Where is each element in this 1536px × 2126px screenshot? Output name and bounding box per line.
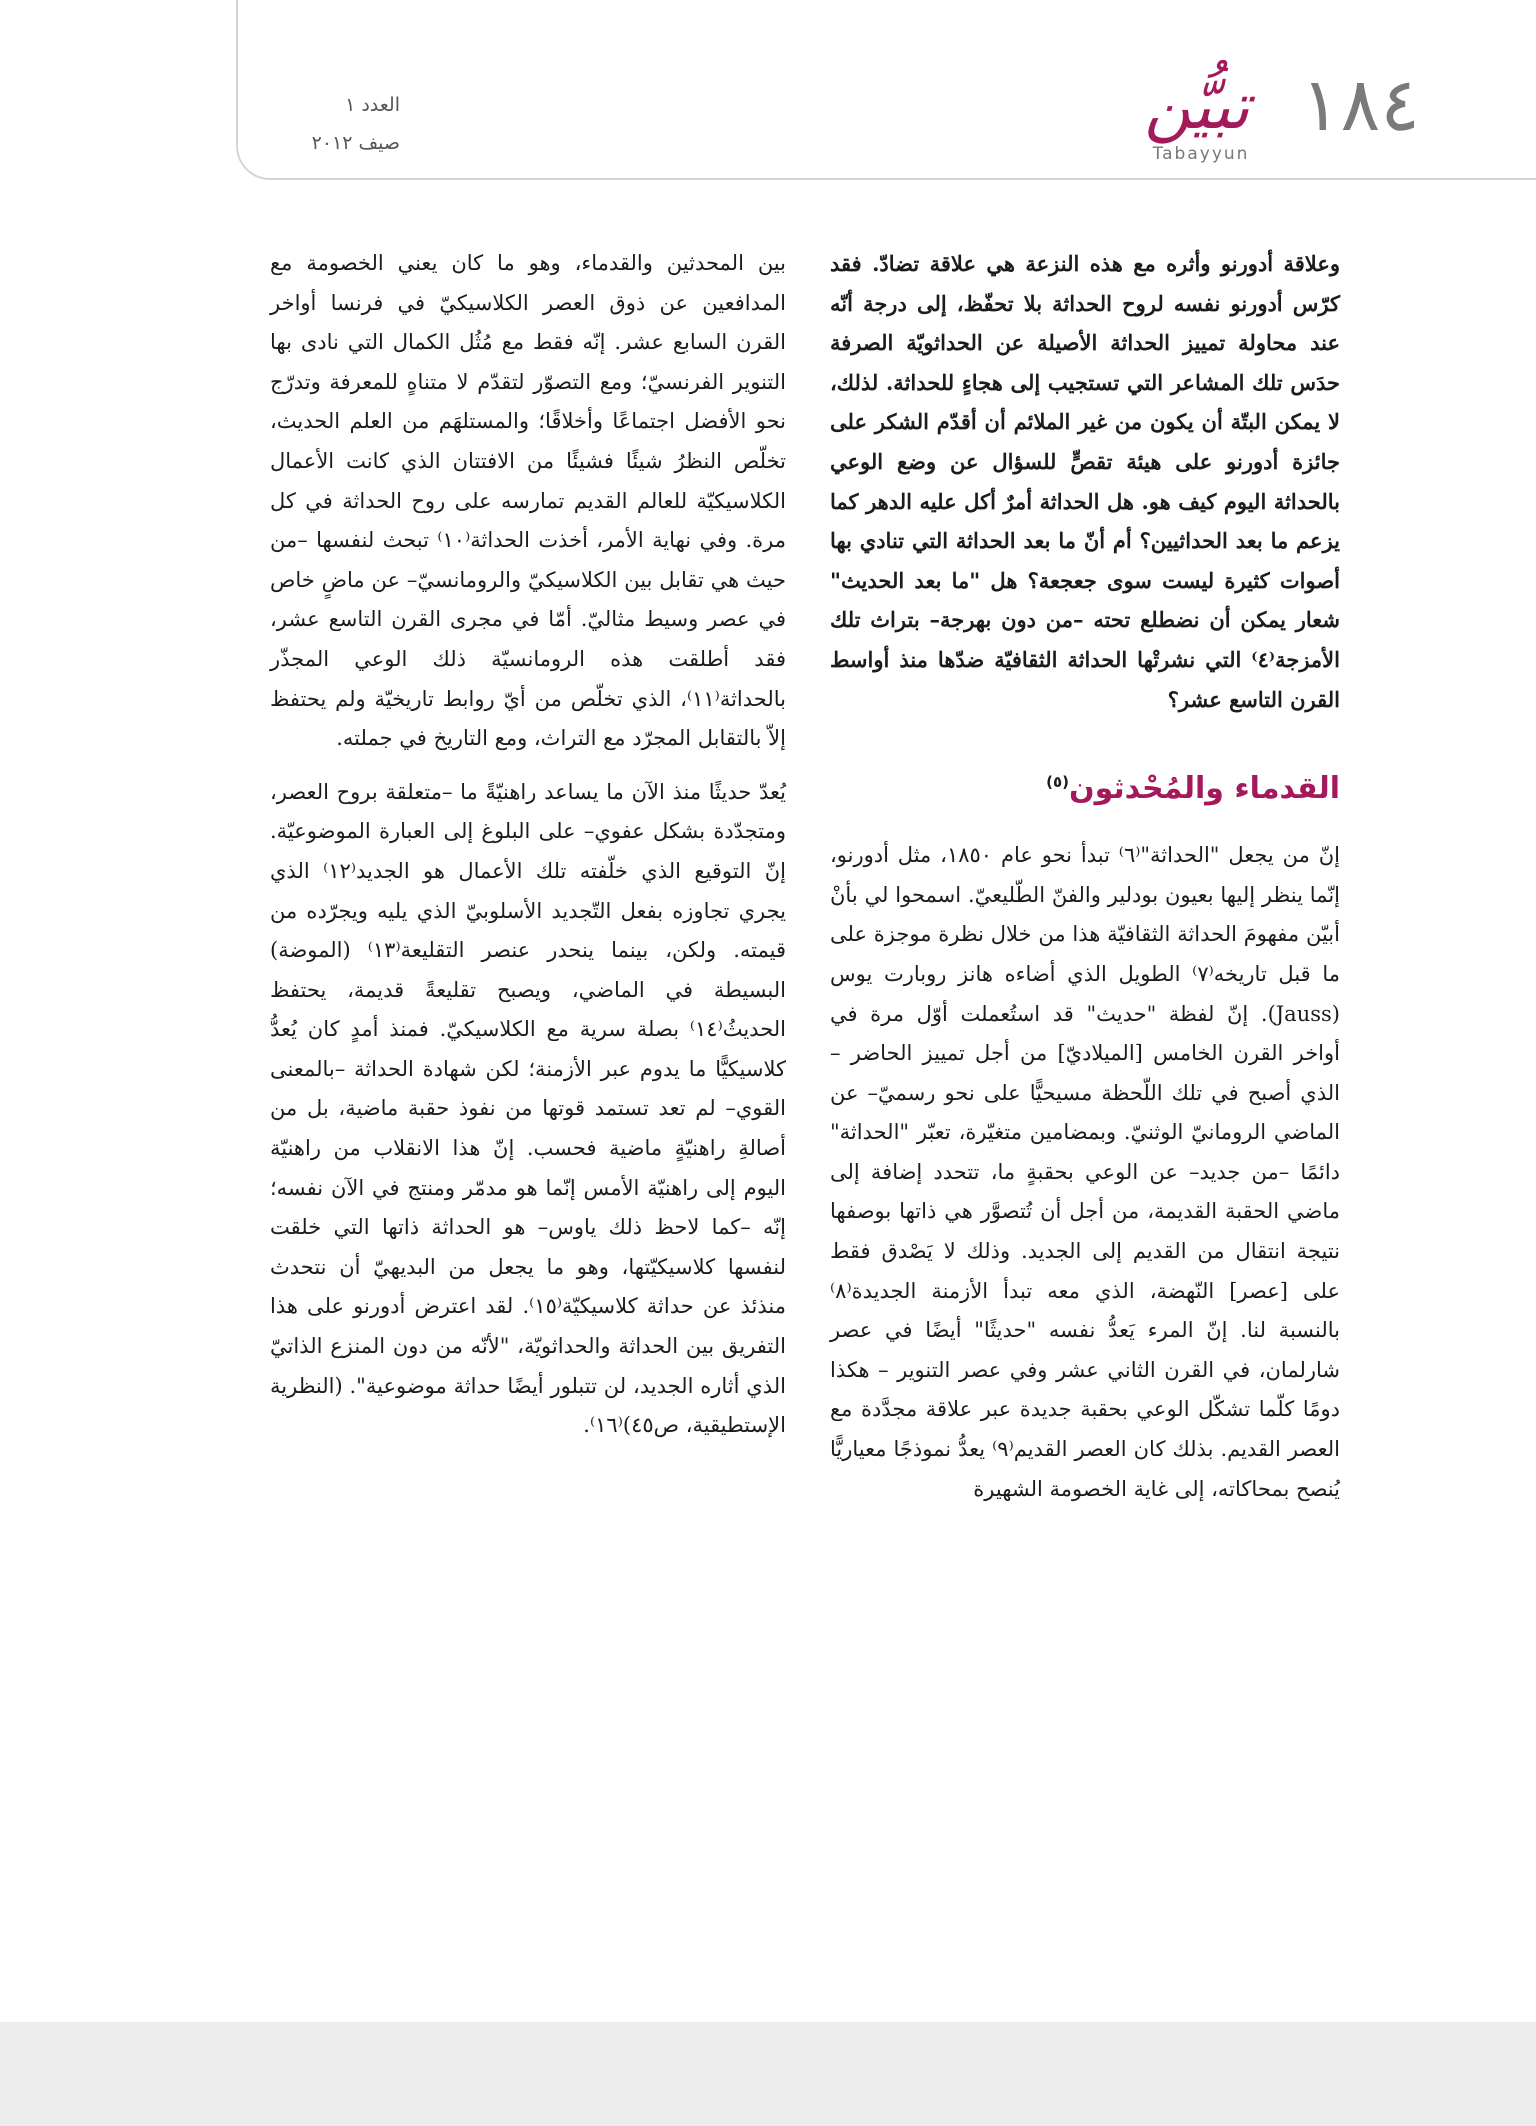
page-number: ١٨٤ xyxy=(1300,62,1420,148)
season-label: صيف ٢٠١٢ xyxy=(311,132,400,154)
issue-label: العدد ١ xyxy=(345,94,400,116)
right-column xyxy=(830,244,1340,1509)
body-paragraph-left-2: يُعدّ حديثًا منذ الآن ما يساعد راهنيّةً ما –متعلقة بروح العصر، ومتجدّدة بشكل عفوي– على البلوغ إلى العبارة الموضوعيّة. إنّ التوقيع الذي خلّفته تلك الأعمال هو الجديد⁽١٢⁾ الذي يجري تجاوزه بفعل التّجديد الأسلوبيّ الذي يليه ويجرّده من قيمته. ولكن، بينما ينحدر عنصر التقليعة⁽١٣⁾ (الموضة) البسيطة في الماضي، ويصبح تقليعةً قديمة، يحتفظ الحديثُ⁽١٤⁾ بصلة سرية مع الكلاسيكيّ. فمنذ أمدٍ كان يُعدُّ كلاسيكيًّا ما يدوم عبر الأزمنة؛ لكن شهادة الحداثة –بالمعنى القوي– لم تعد تستمد قوتها من نفوذ حقبة ماضية، بل من أصالةِ راهنيّةٍ ماضية فحسب. إنّ هذا الانقلاب من راهنيّة اليوم إلى راهنيّة الأمس إنّما هو مدمّر ومنتج في الآن نفسه؛ إنّه –كما لاحظ ذلك ياوس– هو الحداثة ذاتها التي خلقت لنفسها كلاسيكيّتها، وهو ما يجعل من البديهيّ أن نتحدث منذئذ عن حداثة كلاسيكيّة⁽١٥⁾. لقد اعترض أدورنو على هذا التفريق بين الحداثة والحداثويّة، "لأنّه من دون المنزع الذاتيّ الذي أثاره الجديد، لن تتبلور أيضًا حداثة موضوعية". (النظرية الإستطيقية، ص٤٥)⁽١٦⁾. xyxy=(270,779,787,1438)
brand-latin-wordmark: Tabayyun xyxy=(1152,144,1250,164)
paragraph-gap xyxy=(270,759,786,773)
section-heading-note: (٥) xyxy=(1046,773,1069,792)
section-heading xyxy=(830,757,1340,814)
body-paragraph-right: إنّ من يجعل "الحداثة"⁽٦⁾ تبدأ نحو عام ١٨٥٠، مثل أدورنو، إنّما ينظر إليها بعيون بودلير والفنّ الطّليعيّ. اسمحوا لي بأنْ أبيّن مفهومَ الحداثة الثقافيّة هذا من خلال نظرة موجزة على ما قبل تاريخه⁽٧⁾ الطويل الذي أضاءه هانز روبارت يوس (Jauss). إنّ لفظة "حديث" قد استُعملت أوّل مرة في أواخر القرن الخامس [الميلاديّ] من أجل تمييز الحاضر –الذي أصبح في تلك اللّحظة مسيحيًّا على نحو رسميّ– عن الماضي الرومانيّ الوثنيّ. وبمضامين متغيّرة، تعبّر "الحداثة" دائمًا –من جديد– عن الوعي بحقبةٍ ما، تتحدد إضافة إلى ماضي الحقبة القديمة، من أجل أن تُتصوَّر هي ذاتها بوصفها نتيجة انتقال من القديم إلى الجديد. وذلك لا يَصْدق فقط على [عصر] النّهضة، الذي معه تبدأ الأزمنة الجديدة⁽٨⁾ بالنسبة لنا. إنّ المرء يَعدُّ نفسه "حديثًا" أيضًا في عصر شارلمان، في القرن الثاني عشر وفي عصر التنوير – هكذا دومًا كلّما تشكّل الوعي بحقبة جديدة عبر علاقة مجدَّدة مع العصر القديم. بذلك كان العصر القديم⁽٩⁾ يعدُّ نموذجًا معياريًّا يُنصح بمحاكاته، إلى غاية الخصومة الشهيرة xyxy=(830,843,1341,1501)
intro-paragraph: وعلاقة أدورنو وأثره مع هذه النزعة هي علاقة تضادّ. فقد كرّس أدورنو نفسه لروح الحداثة بلا تحفّظ، إلى درجة أنّه عند محاولة تمييز الحداثة الأصيلة عن الحداثويّة الصرفة حدَس تلك المشاعر التي تستجيب إلى هجاءٍ للحداثة. لذلك، لا يمكن البتّة أن يكون من غير الملائم أن أقدّم الشكر على جائزة أدورنو على هيئة تقصٍّ للسؤال عن وضع الوعي بالحداثة اليوم كيف هو. هل الحداثة أمرٌ أكل عليه الدهر كما يزعم ما بعد الحداثيين؟ أم أنّ ما بعد الحداثة التي تنادي بها أصوات كثيرة ليست سوى جعجعة؟ هل "ما بعد الحديث" شعار يمكن أن نضطلع تحته –من دون بهرجة– بتراث تلك الأمزجة⁽٤⁾ التي نشرتْها الحداثة الثقافيّة ضدّها منذ أواسط القرن التاسع عشر؟ xyxy=(830,251,1340,712)
brand-logo xyxy=(1122,68,1272,168)
footer-band xyxy=(0,2022,1536,2126)
header-divider xyxy=(1293,0,1295,166)
left-column xyxy=(270,244,786,1446)
body-paragraph-left-1: بين المحدثين والقدماء، وهو ما كان يعني الخصومة مع المدافعين عن ذوق العصر الكلاسيكيّ في فرنسا أواخر القرن السابع عشر. إنّه فقط مع مُثُل الكمال التي نادى بها التنوير الفرنسيّ؛ ومع التصوّر لتقدّم لا متناهٍ للمعرفة وتدرّج نحو الأفضل اجتماعًا وأخلاقًا؛ والمستلهَم من العلم الحديث، تخلّص النظرُ شيئًا فشيئًا من الافتتان الذي كانت الأعمال الكلاسيكيّة للعالم القديم تمارسه على روح الحداثة في كل مرة. وفي نهاية الأمر، أخذت الحداثة⁽١٠⁾ تبحث لنفسها –من حيث هي تقابل بين الكلاسيكيّ والرومانسيّ– عن ماضٍ خاص في عصر وسيط مثاليّ. أمّا في مجرى القرن التاسع عشر، فقد أطلقت هذه الرومانسيّة ذلك الوعي المجذّر بالحداثة⁽١١⁾، الذي تخلّص من أيّ روابط تاريخيّة ولم يحتفظ إلاّ بالتقابل المجرّد مع التراث، ومع التاريخ في جملته. xyxy=(270,251,786,751)
section-heading-text: القدماء والمُحْدثون xyxy=(1068,771,1340,807)
brand-arabic-wordmark: تبيُّن xyxy=(1144,70,1250,144)
issue-info xyxy=(250,86,400,162)
